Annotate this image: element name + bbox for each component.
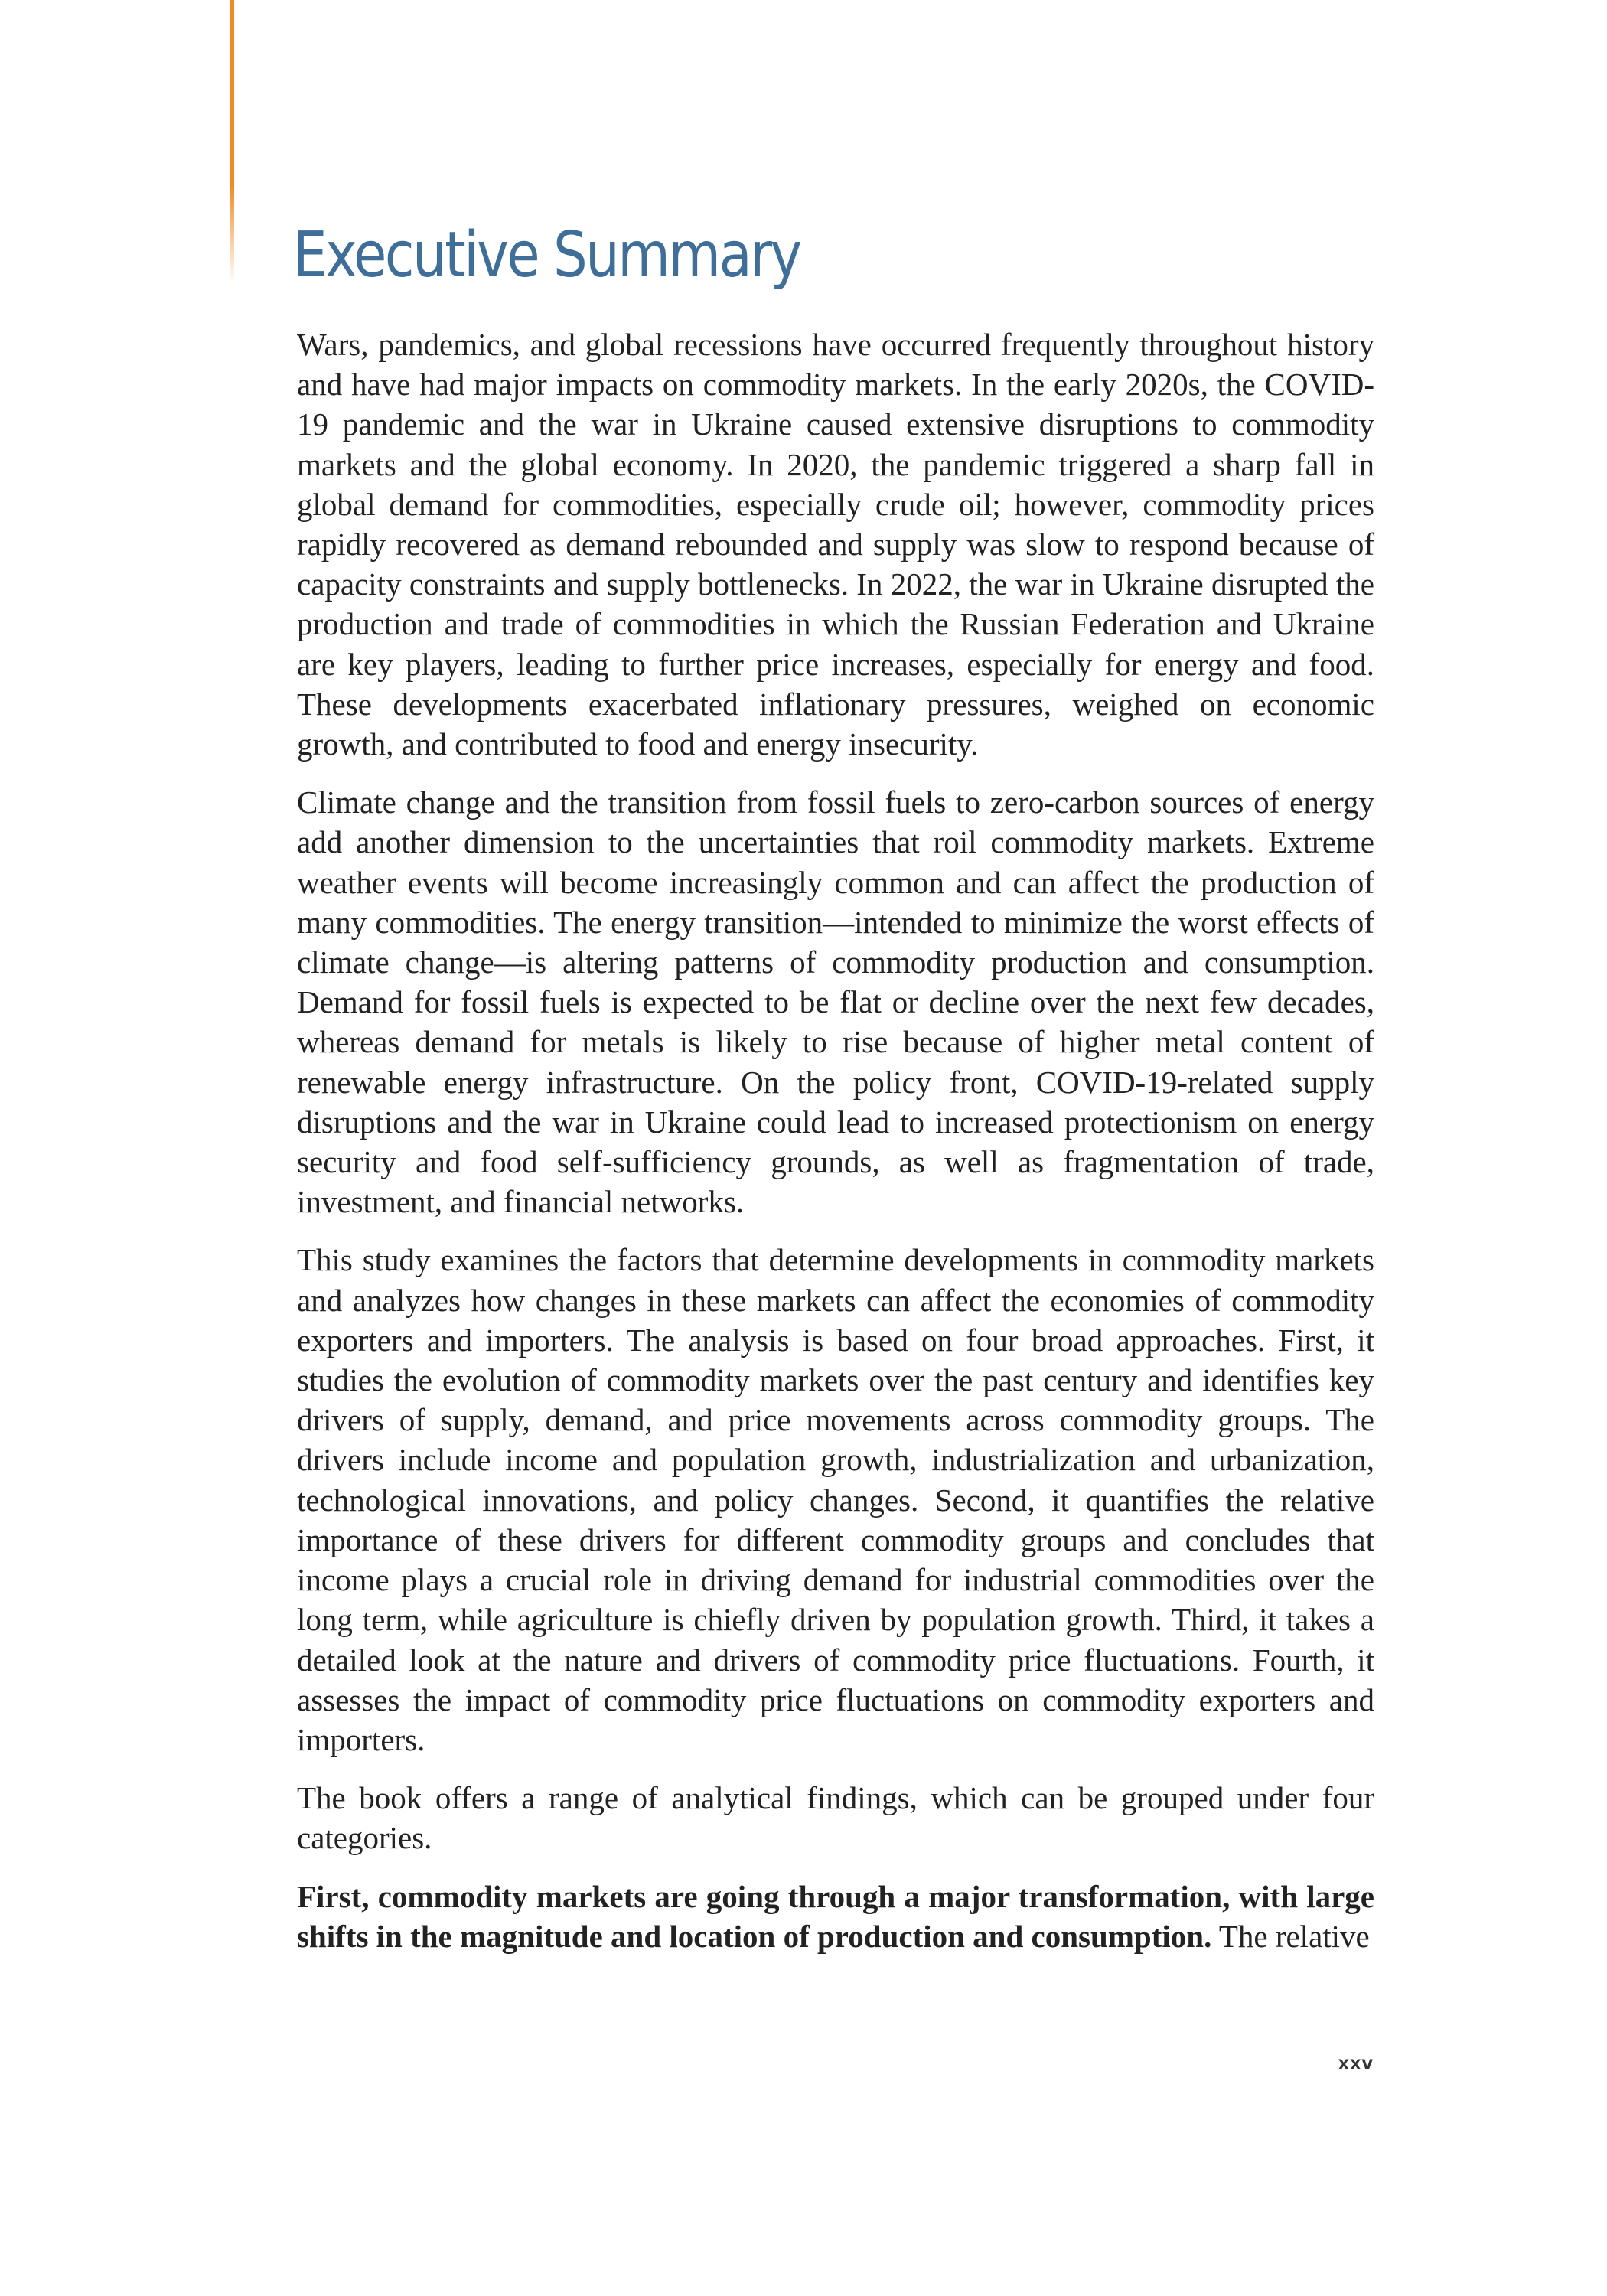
paragraph-2: Climate change and the transition from fossil fuels to zero-carbon sources of energy add another dimension to the uncertainties that roil commodity markets. Extreme weather events will become increasingly common and can affect the production of many commodities. The energy transition—intended to minimize the worst effects of climate change—is altering patterns of commodity production and consumption. Demand for fossil fuels is expected to be flat or decline over the next few decades, whereas demand for metals is likely to rise because of higher metal content of renewable energy infrastructure. On the policy front, COVID-19-related supply disruptions and the war in Ukraine could lead to increased protectionism on energy security and food self-sufficiency grounds, as well as fragmentation of trade, investment, and financial networks. <box>297 784 1374 1220</box>
page-number: xxv <box>1338 2051 1374 2074</box>
paragraph-3: This study examines the factors that determine developments in commodity markets and analyzes how changes in these markets can affect the economies of commodity exporters and importers. The analysis is based on four broad approaches. First, it studies the evolution of commodity markets over the past century and identifies key drivers of supply, demand, and price movements across commodity groups. The drivers include income and population growth, industrialization and urbanization, technological innovations, and policy changes. Second, it quantifies the relative importance of these drivers for different commodity groups and concludes that income plays a crucial role in driving demand for industrial commodities over the long term, while agriculture is chiefly driven by population growth. Third, it takes a detailed look at the nature and drivers of commodity price fluctuations. Fourth, it assesses the impact of commodity price fluctuations on commodity exporters and importers. <box>297 1242 1374 1757</box>
paragraph-5-continuation: The relative <box>1211 1918 1370 1954</box>
page-title: Executive Summary <box>293 219 800 292</box>
paragraph-5-bold-lead: First, commodity markets are going through a major transformation, with large shifts in the magnitude and location of production and consumption. <box>297 1878 1374 1954</box>
paragraph-5 <box>297 1877 1374 1956</box>
accent-bar <box>230 0 234 283</box>
paragraph-4: The book offers a range of analytical findings, which can be grouped under four categories. <box>297 1780 1374 1856</box>
paragraph-1: Wars, pandemics, and global recessions have occurred frequently throughout history and have had major impacts on commodity markets. In the early 2020s, the COVID-19 pandemic and the war in Ukraine caused extensive disruptions to commodity markets and the global economy. In 2020, the pandemic triggered a sharp fall in global demand for commodities, especially crude oil; however, commodity prices rapidly recovered as demand rebounded and supply was slow to respond because of capacity constraints and supply bottlenecks. In 2022, the war in Ukraine disrupted the production and trade of commodities in which the Russian Federation and Ukraine are key players, leading to further price increases, especially for energy and food. These developments exacerbated inflationary pressures, weighed on economic growth, and contributed to food and energy insecurity. <box>297 327 1374 762</box>
body-text <box>297 325 1374 1975</box>
